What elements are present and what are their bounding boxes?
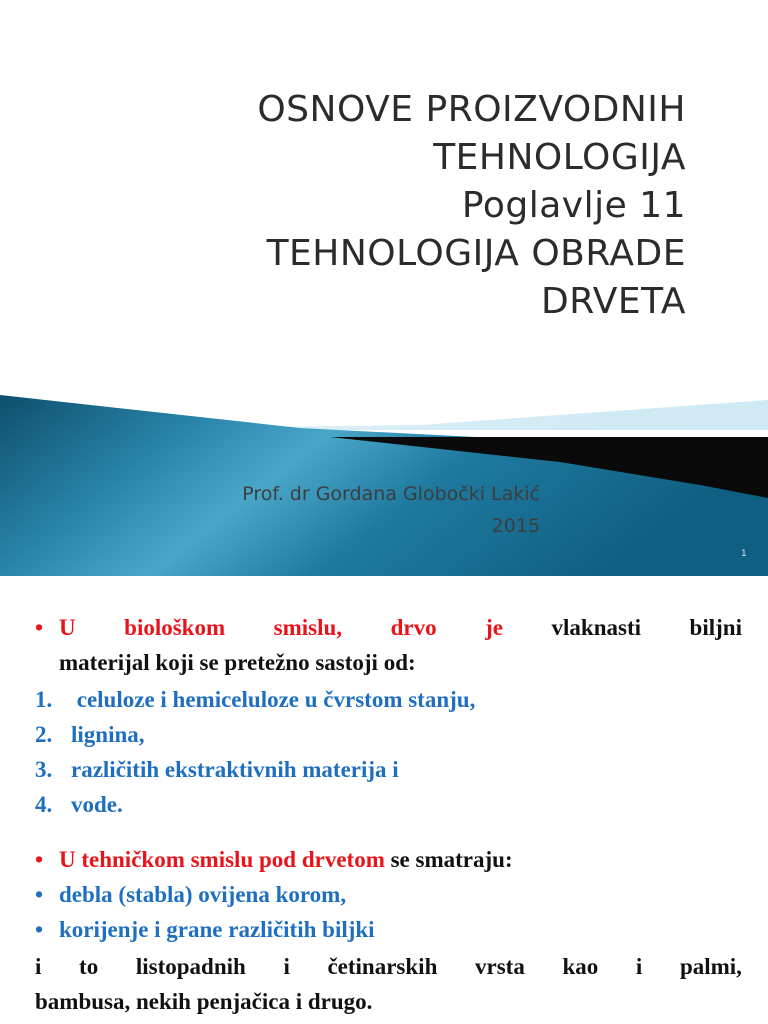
author-block (60, 478, 540, 542)
bullet: • (35, 882, 44, 907)
word: i (635, 954, 643, 979)
word: to (79, 954, 99, 979)
definition-technical (35, 842, 742, 947)
title-line: TEHNOLOGIJA (433, 137, 686, 178)
list-item (35, 912, 742, 947)
list-item (35, 682, 742, 717)
year: 2015 (491, 515, 540, 537)
list-number: 2. (35, 722, 53, 747)
list-number: 1. (35, 687, 53, 712)
definition-biological (35, 610, 742, 680)
word: biološkom (124, 615, 226, 640)
bullet: • (35, 917, 44, 942)
list-item (35, 877, 742, 912)
word: smislu, (273, 615, 343, 640)
word: i (283, 954, 290, 979)
text-line: materijal koji se pretežno sastoji od: (59, 650, 416, 675)
list-number: 4. (35, 792, 53, 817)
text-line (35, 949, 742, 984)
word: četinarskih (327, 954, 438, 979)
title-line: OSNOVE PROIZVODNIH (257, 89, 686, 130)
word: vrsta (475, 954, 525, 979)
numbered-list (35, 682, 742, 822)
list-item (35, 787, 742, 822)
bullet: • (35, 615, 44, 640)
text-line: bambusa, nekih penjačica i drugo. (35, 989, 373, 1014)
content-slide (0, 576, 768, 1024)
word: je (485, 615, 503, 640)
text: korijenje i grane različitih biljki (59, 917, 375, 942)
closing-paragraph (35, 949, 742, 1019)
title-line: TEHNOLOGIJA OBRADE (266, 233, 686, 274)
list-item (35, 752, 742, 787)
title-line: DRVETA (541, 281, 686, 322)
list-text: celuloze i hemiceluloze u čvrstom stanju, (71, 687, 476, 712)
word: U (59, 615, 76, 640)
word: biljni (689, 615, 742, 640)
word: i (35, 954, 42, 979)
text: debla (stabla) ovijena korom, (59, 882, 347, 907)
title-line: Poglavlje 11 (461, 185, 686, 226)
list-text: lignina, (71, 722, 145, 747)
bullet: • (35, 847, 44, 872)
author-name: Prof. dr Gordana Globočki Lakić (242, 483, 540, 505)
highlight-text: U tehničkom smislu pod drvetom (59, 847, 385, 872)
word: drvo (390, 615, 437, 640)
word: kao (562, 954, 599, 979)
slide-number: 1 (741, 549, 747, 559)
list-number: 3. (35, 757, 53, 782)
text-line (35, 610, 742, 645)
list-text: različitih ekstraktivnih materija i (71, 757, 399, 782)
word: listopadnih (135, 954, 246, 979)
list-item (35, 842, 742, 877)
word: vlaknasti (551, 615, 642, 640)
list-text: vode. (71, 792, 123, 817)
text: se smatraju: (384, 847, 513, 872)
list-item (35, 717, 742, 752)
word: palmi, (679, 954, 742, 979)
